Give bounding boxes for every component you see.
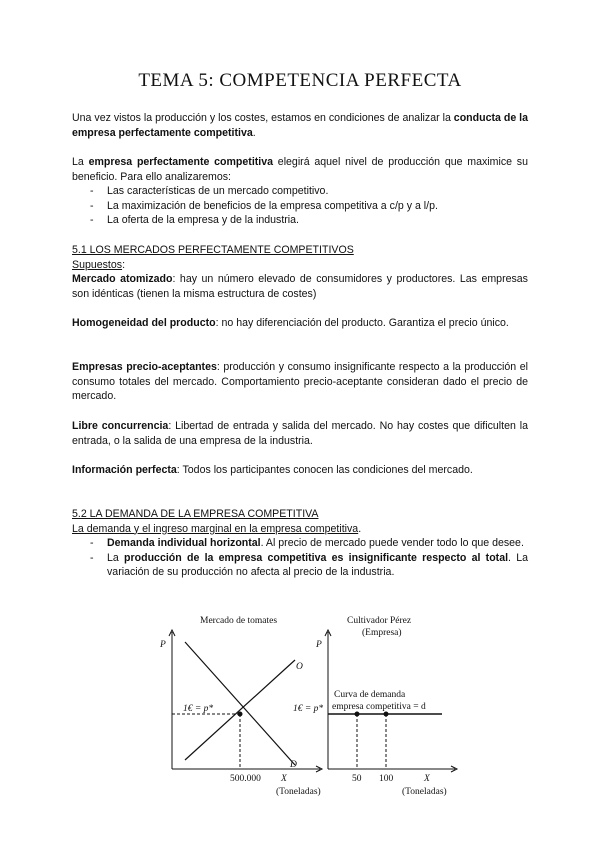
assumption-information (72, 463, 528, 478)
list-item: - Las características de un mercado competitivo. (72, 184, 528, 199)
section-5-1 (72, 243, 528, 301)
assumption-title: Libre concurrencia (72, 420, 169, 432)
section-heading: 5.1 LOS MERCADOS PERFECTAMENTE COMPETITIVOS (72, 244, 354, 256)
firm-list (72, 184, 528, 228)
assumption-homogeneity (72, 316, 528, 331)
demand-list (72, 536, 528, 580)
right-chart-title-1: Cultivador Pérez (347, 616, 412, 626)
list-item: - La oferta de la empresa y de la industria. (72, 213, 528, 228)
page-title: TEMA 5: COMPETENCIA PERFECTA (138, 70, 462, 91)
right-chart-title-2: (Empresa) (362, 628, 402, 638)
list-item (72, 536, 528, 551)
left-axis-x: X (281, 774, 287, 784)
assumption-atomized (72, 272, 528, 301)
firm-post: elegirá aquel nivel de producción que maximice su beneficio. Para ello analizaremos: (72, 156, 528, 183)
intro-text: Una vez vistos la producción y los costes, estamos en condiciones de analizar la (72, 112, 454, 124)
firm-paragraph (72, 155, 528, 228)
assumption-text: : Todos los participantes conocen las condiciones del mercado. (176, 464, 473, 476)
right-price-label: 1€ = p* (293, 704, 324, 714)
right-axis-unit: (Toneladas) (402, 787, 447, 797)
assumption-title: Empresas precio-aceptantes (72, 361, 217, 373)
intro-bold: conducta de la empresa perfectamente competitiva (72, 112, 528, 139)
left-axis-p: P (160, 640, 166, 650)
assumption-text: : no hay diferenciación del producto. Garantiza el precio único. (215, 317, 509, 329)
section-5-2 (72, 507, 528, 580)
item-text: . Al precio de mercado puede vender todo lo que desee. (260, 537, 524, 550)
right-axis-x: X (424, 774, 430, 784)
assumption-text: : hay un número elevado de consumidores y productores. Las empresas son idénticas (tienen la misma estructura de costes) (72, 273, 528, 300)
intro-paragraph (72, 111, 528, 140)
left-axis-unit: (Toneladas) (276, 787, 321, 797)
firm-bold: empresa perfectamente competitiva (88, 156, 274, 168)
item-bold: producción de la empresa competitiva es insignificante respecto al total (124, 551, 509, 564)
market-firm-diagram (150, 606, 470, 802)
firm-pre: La (72, 156, 89, 168)
assumption-title: Mercado atomizado (72, 273, 173, 286)
item-pre: La (107, 551, 125, 564)
list-item (72, 551, 528, 580)
intro-end: . (252, 126, 256, 139)
tick-50: 50 (352, 774, 362, 784)
tick-market-quantity: 500.000 (230, 774, 261, 784)
item-bold: Demanda individual horizontal (107, 537, 261, 550)
demand-label: D (290, 760, 297, 770)
assumption-price-takers (72, 360, 528, 404)
equilibrium-point (238, 712, 243, 717)
item-text: . La variación de su producción no afecta al precio de la industria. (107, 551, 529, 579)
assumption-title: Homogeneidad del producto (72, 317, 216, 329)
firm-point-50 (355, 712, 360, 717)
section-heading: 5.2 LA DEMANDA DE LA EMPRESA COMPETITIVA (72, 508, 319, 520)
firm-point-100 (384, 712, 389, 717)
tick-100: 100 (379, 774, 394, 784)
assumption-text: : Libertad de entrada y salida del mercado. No hay costes que dificulten la entrada, o la salida de una empresa de la industria. (72, 420, 529, 447)
supuestos-colon: : (122, 258, 126, 271)
assumption-free-entry (72, 419, 528, 448)
subheading-dot: . (358, 522, 362, 535)
supply-label: O (296, 662, 303, 672)
assumption-text: : producción y consumo insignificante respecto a la producción el consumo totales del mercado. Comportamiento precio-aceptante consideran dado el precio de mercado. (72, 361, 528, 403)
supuestos-label: Supuestos (72, 258, 123, 271)
left-price-label: 1€ = p* (183, 704, 214, 714)
left-chart-title: Mercado de tomates (200, 616, 278, 626)
section-subheading: La demanda y el ingreso marginal en la empresa competitiva (72, 522, 359, 535)
curve-label-2: empresa competitiva = d (332, 702, 426, 712)
assumption-title: Información perfecta (72, 464, 177, 476)
curve-label-1: Curva de demanda (334, 690, 406, 700)
right-axis-p: P (316, 640, 322, 650)
list-item: - La maximización de beneficios de la empresa competitiva a c/p y a l/p. (72, 199, 528, 214)
